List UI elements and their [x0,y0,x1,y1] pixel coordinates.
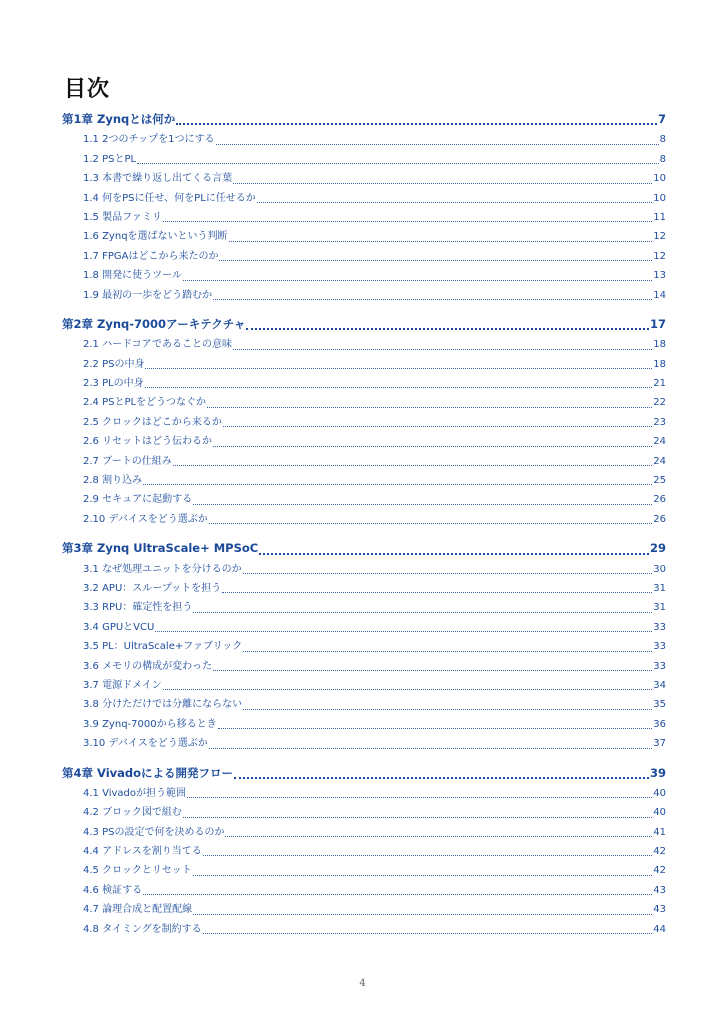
toc-entry-page: 23 [653,416,666,428]
dot-leader [233,348,652,350]
toc-section-entry[interactable] [62,715,666,734]
toc-entry-label: 3.4 GPUとVCU [83,621,155,633]
toc-section-entry[interactable] [62,657,666,676]
toc-entry-label: 第2章 Zynq-7000アーキテクチャ [62,316,246,331]
toc-entry-label: 1.2 PSとPL [83,153,137,165]
dot-leader [176,122,657,125]
toc-entry-label: 4.4 アドレスを割り当てる [83,846,202,858]
dot-leader [229,240,653,242]
toc-section-entry[interactable] [62,452,666,471]
dot-leader [213,298,652,300]
dot-leader [183,816,652,818]
toc-entry-page: 43 [653,884,666,896]
toc-entry-label: 2.7 ブートの仕組み [83,455,172,467]
toc-entry-label: 2.1 ハードコアであることの意味 [83,339,232,351]
toc-section-entry[interactable] [62,169,666,188]
dot-leader [223,425,652,427]
dot-leader [203,932,653,934]
toc-entry-page: 26 [653,513,666,525]
toc-section-entry[interactable] [62,150,666,169]
toc-entry-page: 8 [659,134,666,146]
toc-entry-label: 3.7 電源ドメイン [83,679,162,691]
toc-entry-label: 1.3 本書で繰り返し出てくる言葉 [83,173,233,185]
toc-entry-label: 3.1 なぜ処理ユニットを分けるのか [83,563,242,575]
dot-leader [137,162,659,164]
toc-section-entry[interactable] [62,861,666,880]
toc-section-entry[interactable] [62,784,666,803]
toc-entry-label: 4.5 クロックとリセット [83,865,192,877]
toc-entry-label: 1.8 開発に使うツール [83,270,182,282]
toc-entry-page: 24 [653,436,666,448]
toc-section-entry[interactable] [62,676,666,695]
dot-leader [218,727,653,729]
dot-leader [187,796,652,798]
toc-section-entry[interactable] [62,471,666,490]
toc-entry-label: 4.6 検証する [83,884,143,896]
dot-leader [143,893,652,895]
toc-section-entry[interactable] [62,560,666,579]
toc-chapter-entry[interactable] [62,316,666,335]
toc-entry-page: 7 [657,112,666,126]
toc-entry-label: 2.10 デバイスをどう選ぶか [83,513,208,525]
toc-section-entry[interactable] [62,598,666,617]
toc-entry-label: 1.4 何をPSに任せ、何をPLに任せるか [83,192,256,204]
toc-entry-page: 34 [653,679,666,691]
toc-section-entry[interactable] [62,393,666,412]
dot-leader [145,386,653,388]
toc-entry-label: 3.9 Zynq-7000から移るとき [83,718,217,730]
toc-section-entry[interactable] [62,490,666,509]
toc-section-entry[interactable] [62,881,666,900]
toc-section-entry[interactable] [62,130,666,149]
toc-entry-label: 3.8 分けただけでは分離にならない [83,699,243,711]
toc-section-entry[interactable] [62,637,666,656]
toc-entry-label: 1.1 2つのチップを1つにする [83,134,215,146]
toc-section-entry[interactable] [62,227,666,246]
toc-entry-label: 2.3 PLの中身 [83,378,144,390]
page-title: 目次 [64,77,111,102]
dot-leader [145,367,652,369]
dot-leader [183,279,652,281]
toc-entry-page: 14 [653,289,666,301]
toc-entry-page: 26 [653,494,666,506]
dot-leader [257,201,653,203]
toc-entry-page: 39 [649,765,666,780]
page-number: 4 [359,978,366,989]
toc-entry-label: 4.2 ブロック図で組む [83,807,182,819]
dot-leader [193,611,652,613]
dot-leader [225,835,652,837]
toc-section-entry[interactable] [62,432,666,451]
dot-leader [209,747,653,749]
dot-leader [213,445,652,447]
dot-leader [207,406,652,408]
toc-section-entry[interactable] [62,355,666,374]
toc-entry-page: 33 [653,660,666,672]
toc-entry-page: 33 [653,641,666,653]
toc-entry-label: 第4章 Vivadoによる開発フロー [62,765,234,780]
toc-entry-page: 17 [649,316,666,331]
dot-leader [243,708,652,710]
toc-section-entry[interactable] [62,803,666,822]
toc-chapter-entry[interactable] [62,540,666,559]
dot-leader [243,572,653,574]
toc-entry-label: 1.5 製品ファミリ [83,211,162,223]
toc-entry-page: 18 [653,339,666,351]
toc-entry-label: 1.6 Zynqを選ばないという判断 [83,231,228,243]
toc-entry-label: 4.1 Vivadoが担う範囲 [83,787,186,799]
toc-entry-page: 11 [653,211,666,223]
toc-section-entry[interactable] [62,734,666,753]
toc-entry-page: 13 [653,270,666,282]
dot-leader [222,591,652,593]
dot-leader [193,913,652,915]
toc-entry-page: 33 [653,621,666,633]
toc-entry-label: 1.9 最初の一歩をどう踏むか [83,289,213,301]
dot-leader [234,776,649,779]
dot-leader [209,522,653,524]
dot-leader [163,220,652,222]
toc-entry-label: 2.5 クロックはどこから来るか [83,416,222,428]
toc-entry-page: 22 [653,397,666,409]
toc-entry-label: 2.9 セキュアに起動する [83,494,193,506]
toc-entry-label: 2.2 PSの中身 [83,358,145,370]
toc-section-entry[interactable] [62,335,666,354]
dot-leader [203,854,652,856]
dot-leader [233,182,652,184]
toc-entry-label: 4.3 PSの設定で何を決めるのか [83,826,225,838]
toc-entry-label: 2.8 割り込み [83,475,143,487]
toc-entry-label: 3.6 メモリの構成が変わった [83,660,212,672]
toc-section-entry[interactable] [62,695,666,714]
dot-leader [143,483,652,485]
toc-section-entry[interactable] [62,189,666,208]
dot-leader [246,327,649,330]
toc-section-entry[interactable] [62,579,666,598]
toc-entry-page: 24 [653,455,666,467]
toc-section-entry[interactable] [62,618,666,637]
dot-leader [243,650,652,652]
toc-entry-page: 42 [653,846,666,858]
toc-entry-page: 8 [659,153,666,165]
toc-section-entry[interactable] [62,247,666,266]
toc-section-entry[interactable] [62,413,666,432]
toc-entry-page: 12 [653,250,666,262]
toc-entry-label: 3.5 PL：UltraScale+ファブリック [83,641,243,653]
toc-section-entry[interactable] [62,823,666,842]
toc-chapter-entry[interactable] [62,765,666,784]
toc-entry-label: 1.7 FPGAはどこから来たのか [83,250,219,262]
toc-entry-page: 43 [653,904,666,916]
toc-entry-page: 35 [653,699,666,711]
toc-entry-label: 4.7 論理合成と配置配線 [83,904,193,916]
toc-entry-page: 41 [653,826,666,838]
toc-entry-page: 10 [653,192,666,204]
toc-section-entry[interactable] [62,286,666,305]
toc-entry-label: 第3章 Zynq UltraScale+ MPSoC [62,541,259,556]
toc-section-entry[interactable] [62,842,666,861]
toc-section-entry[interactable] [62,920,666,939]
dot-leader [259,552,649,555]
toc-entry-page: 29 [649,541,666,556]
toc-entry-label: 2.4 PSとPLをどうつなぐか [83,397,207,409]
toc-entry-page: 25 [653,475,666,487]
toc-section-entry[interactable] [62,374,666,393]
toc-entry-page: 42 [653,865,666,877]
toc-entry-label: 3.3 RPU：確定性を担う [83,602,193,614]
toc-section-entry[interactable] [62,208,666,227]
toc-section-entry[interactable] [62,900,666,919]
toc-section-entry[interactable] [62,510,666,529]
toc-entry-label: 2.6 リセットはどう伝わるか [83,436,212,448]
toc-entry-page: 31 [653,582,666,594]
toc-section-entry[interactable] [62,266,666,285]
toc-entry-label: 3.10 デバイスをどう選ぶか [83,738,208,750]
dot-leader [193,874,652,876]
dot-leader [173,464,652,466]
toc-entry-page: 18 [653,358,666,370]
table-of-contents [62,111,666,939]
toc-entry-page: 21 [653,378,666,390]
toc-entry-label: 4.8 タイミングを制約する [83,923,202,935]
dot-leader [213,669,652,671]
dot-leader [216,143,659,145]
dot-leader [155,630,652,632]
toc-entry-page: 10 [653,173,666,185]
dot-leader [163,688,652,690]
toc-entry-page: 12 [653,231,666,243]
toc-entry-label: 3.2 APU：スループットを担う [83,582,222,594]
toc-entry-label: 第1章 Zynqとは何か [62,112,176,126]
toc-entry-page: 40 [653,807,666,819]
toc-entry-page: 37 [653,738,666,750]
toc-entry-page: 44 [653,923,666,935]
dot-leader [193,503,652,505]
toc-entry-page: 31 [653,602,666,614]
toc-entry-page: 36 [653,718,666,730]
toc-chapter-entry[interactable] [62,111,666,130]
toc-entry-page: 30 [653,563,666,575]
toc-entry-page: 40 [653,787,666,799]
dot-leader [219,259,652,261]
